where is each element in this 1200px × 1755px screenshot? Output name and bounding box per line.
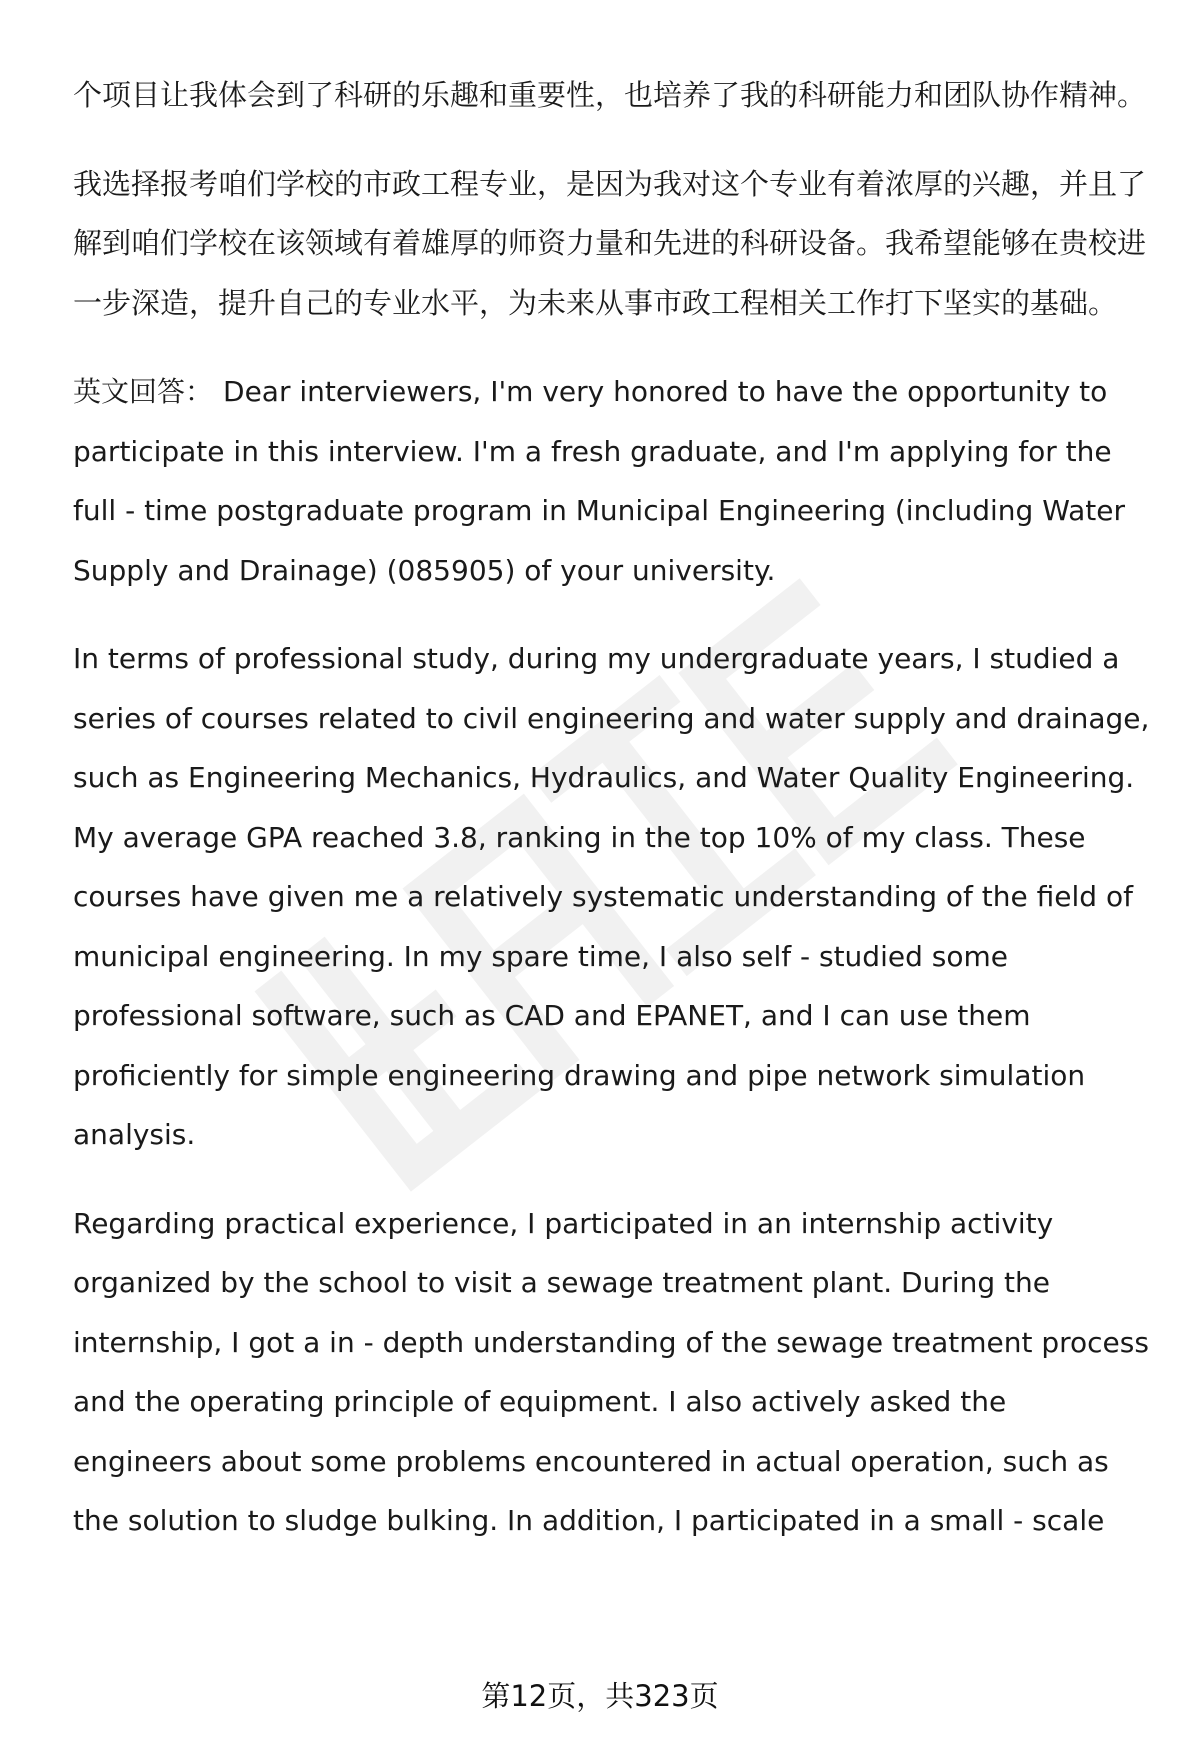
paragraph-text: 个项目让我体会到了科研的乐趣和重要性，也培养了我的科研能力和团队协作精神。 (73, 78, 1147, 112)
paragraph-text: Dear interviewers, I'm very honored to have the opportunity to participate in this interview. I'm a fresh graduate, and I'm applying for the full - time postgraduate program in Municipal Engineering (including Water Supply and Drainage) (085905) of your university. (73, 375, 1125, 587)
page-number-footer: 第12页，共323页 (481, 1679, 719, 1713)
paragraph-practical-experience (73, 1194, 1153, 1551)
paragraph-text: Regarding practical experience, I participated in an internship activity organized by the school to visit a sewage treatment plant. During the internship, I got a in - depth understanding of the sewage treatment process and the operating principle of equipment. I also actively asked the engineers about some problems encountered in actual operation, such as the solution to sludge bulking. In addition, I participated in a small - scale (73, 1206, 1149, 1537)
paragraph-english-answer (73, 362, 1153, 600)
paragraph-text: In terms of professional study, during my undergraduate years, I studied a series of courses related to civil engineering and water supply and drainage, such as Engineering Mechanics, Hydraulics, and Water Quality Engineering. My average GPA reached 3.8, ranking in the top 10% of my class. These courses have given me a relatively systematic understanding of the field of municipal engineering. In my spare time, I also self - studied some professional software, such as CAD and EPANET, and I can use them proficiently for simple engineering drawing and pipe network simulation analysis. (73, 642, 1150, 1151)
paragraph-chinese-2 (73, 155, 1153, 334)
paragraph-chinese-1 (73, 66, 1153, 126)
paragraph-text: 我选择报考咱们学校的市政工程专业，是因为我对这个专业有着浓厚的兴趣，并且了解到咱们学校在该领域有着雄厚的师资力量和先进的科研设备。我希望能够在贵校进一步深造，提升自己的专业水平，为未来从事市政工程相关工作打下坚实的基础。 (73, 166, 1147, 320)
paragraph-professional-study (73, 629, 1153, 1165)
english-answer-label: 英文回答： (73, 375, 214, 408)
document-body (73, 66, 1153, 1580)
